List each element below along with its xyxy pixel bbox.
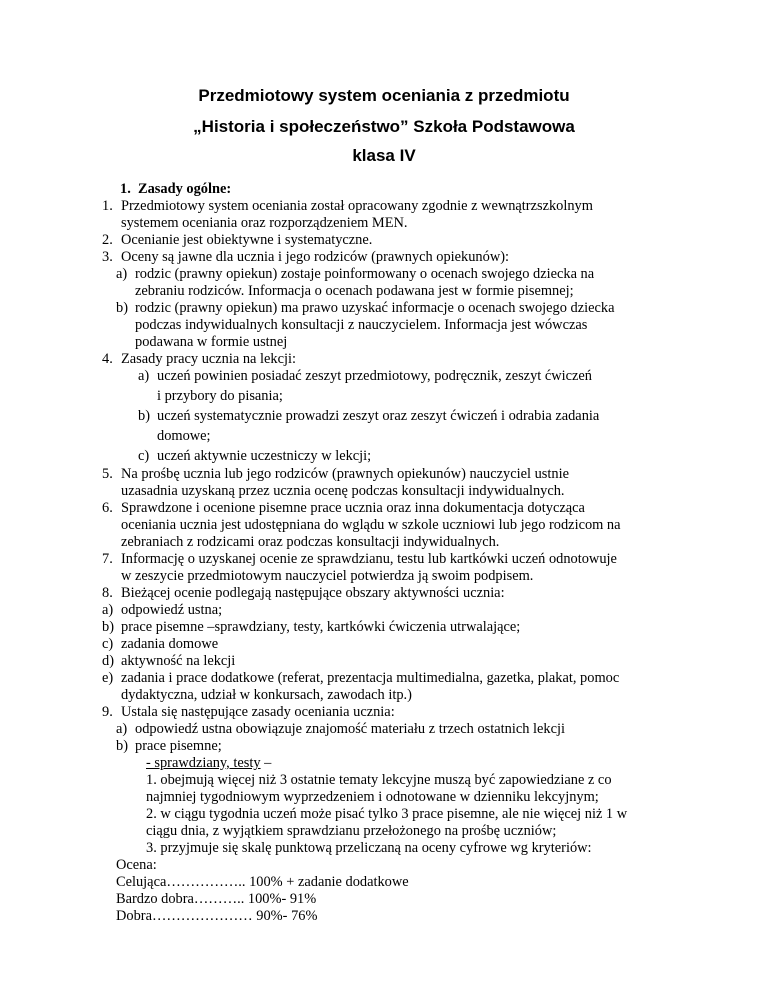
subitem-text: podawana w formie ustnej — [135, 334, 288, 350]
tests-rule: najmniej tygodniowym wyprzedzeniem i odnotowane w dzienniku lekcyjnym; — [146, 789, 599, 805]
item-number: 6. — [102, 500, 113, 516]
subitem-letter: a) — [116, 266, 128, 282]
subitem-letter: c) — [138, 448, 150, 464]
tests-heading: - sprawdziany, testy — [146, 755, 261, 771]
item-text: Sprawdzone i ocenione pisemne prace ucznia oraz inna dokumentacja dotycząca — [121, 500, 585, 516]
subitem-text: prace pisemne –sprawdziany, testy, kartkówki ćwiczenia utrwalające; — [121, 619, 521, 635]
item-text: Na prośbę ucznia lub jego rodziców (prawnych opiekunów) nauczyciel ustnie — [121, 466, 569, 482]
item-text: Zasady pracy ucznia na lekcji: — [121, 351, 296, 367]
subitem-letter: b) — [102, 619, 114, 635]
grades-heading: Ocena: — [116, 857, 157, 873]
item-number: 2. — [102, 232, 113, 248]
item-number: 9. — [102, 704, 113, 720]
doc-title-line-3: klasa IV — [352, 146, 416, 165]
subitem-text: rodzic (prawny opiekun) zostaje poinformowany o ocenach swojego dziecka na — [135, 266, 595, 282]
subitem-text: zebraniu rodziców. Informacja o ocenach podawana jest w formie pisemnej; — [135, 283, 574, 299]
tests-heading-dash: – — [260, 755, 272, 771]
item-number: 5. — [102, 466, 113, 482]
subitem-text: domowe; — [157, 428, 211, 444]
subitem-letter: a) — [102, 602, 114, 618]
item-text: Informację o uzyskanej ocenie ze sprawdzianu, testu lub kartkówki uczeń odnotowuje — [121, 551, 617, 567]
subitem-text: dydaktyczna, udział w konkursach, zawodach itp.) — [121, 687, 412, 703]
tests-heading-row — [146, 755, 271, 772]
tests-rule: 1. obejmują więcej niż 3 ostatnie tematy lekcyjne muszą być zapowiedziane z co — [146, 772, 612, 788]
item-number: 1. — [102, 198, 113, 214]
subitem-letter: b) — [116, 300, 128, 316]
item-text: systemem oceniania oraz rozporządzeniem MEN. — [121, 215, 408, 231]
item-text: oceniania ucznia jest udostępniana do wglądu w szkole uczniowi lub jego rodzicom na — [121, 517, 621, 533]
item-number: 4. — [102, 351, 113, 367]
subitem-text: zadania domowe — [121, 636, 219, 652]
item-text: zebraniach z rodzicami oraz podczas konsultacji indywidualnych. — [121, 534, 500, 550]
subitem-text: podczas indywidualnych konsultacji z nauczycielem. Informacja jest wówczas — [135, 317, 588, 333]
grade-row: Dobra………………… 90%- 76% — [116, 908, 318, 924]
tests-rule: 3. przyjmuje się skalę punktową przeliczaną na oceny cyfrowe wg kryteriów: — [146, 840, 592, 856]
item-text: Ustala się następujące zasady oceniania ucznia: — [121, 704, 395, 720]
subitem-letter: a) — [116, 721, 128, 737]
section-number: 1. — [120, 181, 131, 197]
item-number: 8. — [102, 585, 113, 601]
section-heading: Zasady ogólne: — [138, 181, 232, 197]
subitem-text: uczeń aktywnie uczestniczy w lekcji; — [157, 448, 372, 464]
item-text: w zeszycie przedmiotowym nauczyciel potwierdza ją swoim podpisem. — [121, 568, 534, 584]
subitem-letter: c) — [102, 636, 114, 652]
item-text: Przedmiotowy system oceniania został opracowany zgodnie z wewnątrzszkolnym — [121, 198, 593, 214]
subitem-text: prace pisemne; — [135, 738, 222, 754]
subitem-text: uczeń systematycznie prowadzi zeszyt oraz zeszyt ćwiczeń i odrabia zadania — [157, 408, 600, 424]
grade-row: Celująca…………….. 100% + zadanie dodatkowe — [116, 874, 409, 890]
subitem-text: odpowiedź ustna; — [121, 602, 223, 618]
item-text: Ocenianie jest obiektywne i systematyczne. — [121, 232, 373, 248]
subitem-text: uczeń powinien posiadać zeszyt przedmiotowy, podręcznik, zeszyt ćwiczeń — [157, 368, 592, 384]
tests-rule: ciągu dnia, z wyjątkiem sprawdzianu przełożonego na prośbę uczniów; — [146, 823, 557, 839]
subitem-letter: b) — [138, 408, 150, 424]
subitem-letter: a) — [138, 368, 150, 384]
subitem-text: i przybory do pisania; — [157, 388, 283, 404]
tests-rule: 2. w ciągu tygodnia uczeń może pisać tylko 3 prace pisemne, ale nie więcej niż 1 w — [146, 806, 628, 822]
doc-title-line-1: Przedmiotowy system oceniania z przedmiotu — [198, 86, 570, 105]
subitem-letter: e) — [102, 670, 114, 686]
item-text: uzasadnia uzyskaną przez ucznia ocenę podczas konsultacji indywidualnych. — [121, 483, 565, 499]
item-number: 7. — [102, 551, 113, 567]
grade-row: Bardzo dobra……….. 100%- 91% — [116, 891, 317, 907]
subitem-text: aktywność na lekcji — [121, 653, 236, 669]
subitem-letter: b) — [116, 738, 128, 754]
item-text: Bieżącej ocenie podlegają następujące obszary aktywności ucznia: — [121, 585, 505, 601]
item-number: 3. — [102, 249, 113, 265]
subitem-text: odpowiedź ustna obowiązuje znajomość materiału z trzech ostatnich lekcji — [135, 721, 565, 737]
subitem-text: zadania i prace dodatkowe (referat, prezentacja multimedialna, gazetka, plakat, pomoc — [121, 670, 620, 686]
item-text: Oceny są jawne dla ucznia i jego rodziców (prawnych opiekunów): — [121, 249, 510, 265]
subitem-text: rodzic (prawny opiekun) ma prawo uzyskać informacje o ocenach swojego dziecka — [135, 300, 615, 316]
subitem-letter: d) — [102, 653, 114, 669]
doc-title-line-2: „Historia i społeczeństwo” Szkoła Podstawowa — [193, 117, 575, 136]
